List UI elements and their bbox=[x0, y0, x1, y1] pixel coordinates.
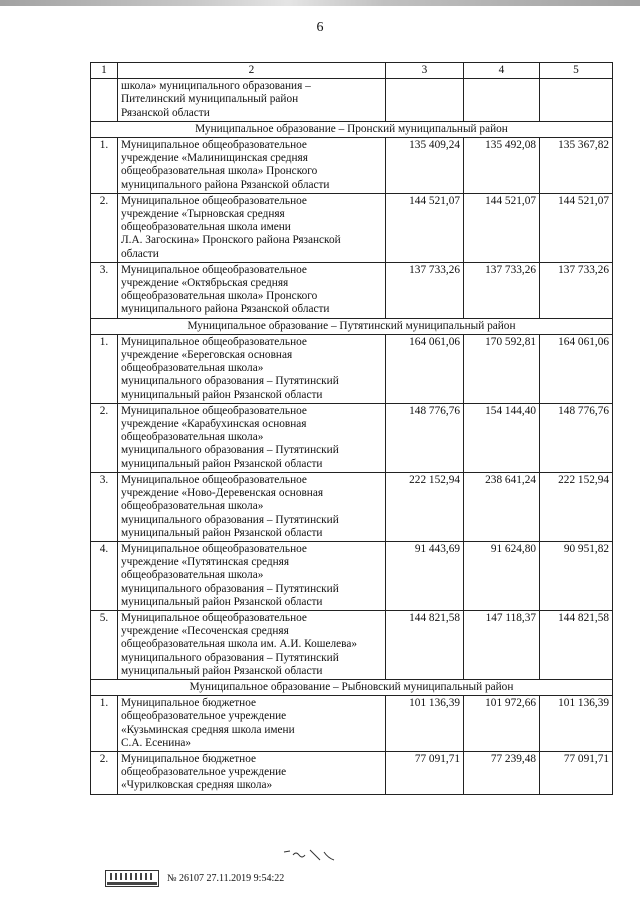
institution-name: Муниципальное бюджетное общеобразовательное учреждение «Кузьминская средняя школа имени С.А. Есенина» bbox=[118, 696, 386, 752]
value-col5: 137 733,26 bbox=[540, 262, 613, 318]
government-building-icon bbox=[105, 870, 159, 887]
section-header-row bbox=[91, 318, 613, 334]
section-title: Муниципальное образование – Путятинский муниципальный район bbox=[91, 318, 613, 334]
institution-name: Муниципальное общеобразовательное учреждение «Песоченская средняя общеобразовательная школа им. А.И. Кошелева» муниципального образования – Путятинский муниципальный район Рязанской области bbox=[118, 610, 386, 679]
row-number: 2. bbox=[91, 193, 118, 262]
value-col5: 77 091,71 bbox=[540, 751, 613, 794]
row-number: 3. bbox=[91, 472, 118, 541]
table-row bbox=[91, 696, 613, 752]
section-header-row bbox=[91, 679, 613, 695]
header-cell: 4 bbox=[464, 63, 540, 79]
value-col5: 101 136,39 bbox=[540, 696, 613, 752]
page-number: 6 bbox=[316, 20, 324, 35]
header-cell: 5 bbox=[540, 63, 613, 79]
row-number: 1. bbox=[91, 334, 118, 403]
value-col4: 135 492,08 bbox=[464, 138, 540, 194]
section-title: Муниципальное образование – Пронский муниципальный район bbox=[91, 121, 613, 137]
table-row bbox=[91, 193, 613, 262]
value-col3: 164 061,06 bbox=[386, 334, 464, 403]
institution-name: Муниципальное общеобразовательное учреждение «Ново-Деревенская основная общеобразовательная школа» муниципального образования – Путятинский муниципальный район Рязанской области bbox=[118, 472, 386, 541]
row-number: 4. bbox=[91, 541, 118, 610]
value-col5: 144 821,58 bbox=[540, 610, 613, 679]
institution-name: Муниципальное общеобразовательное учреждение «Береговская основная общеобразовательная школа» муниципального образования – Путятинский муниципальный район Рязанской области bbox=[118, 334, 386, 403]
value-col4: 101 972,66 bbox=[464, 696, 540, 752]
table-header-row bbox=[91, 63, 613, 79]
table-row bbox=[91, 262, 613, 318]
table-row bbox=[91, 334, 613, 403]
institution-name: Муниципальное общеобразовательное учреждение «Октябрьская средняя общеобразовательная школа» Пронского муниципального района Рязанской области bbox=[118, 262, 386, 318]
value-col4: 147 118,37 bbox=[464, 610, 540, 679]
continuation-text: школа» муниципального образования – Пителинский муниципальный район Рязанской области bbox=[118, 79, 386, 122]
value-col4: 170 592,81 bbox=[464, 334, 540, 403]
continuation-row bbox=[91, 79, 613, 122]
row-number: 2. bbox=[91, 751, 118, 794]
value-col4: 77 239,48 bbox=[464, 751, 540, 794]
institution-name: Муниципальное общеобразовательное учреждение «Малинищинская средняя общеобразовательная школа» Пронского муниципального района Рязанской области bbox=[118, 138, 386, 194]
document-footer bbox=[105, 868, 284, 888]
value-col5: 144 521,07 bbox=[540, 193, 613, 262]
value-col3: 148 776,76 bbox=[386, 403, 464, 472]
institution-name: Муниципальное бюджетное общеобразовательное учреждение «Чурилковская средняя школа» bbox=[118, 751, 386, 794]
value-col5: 222 152,94 bbox=[540, 472, 613, 541]
value-col4: 238 641,24 bbox=[464, 472, 540, 541]
registration-number: № 26107 27.11.2019 9:54:22 bbox=[167, 872, 285, 884]
header-cell: 3 bbox=[386, 63, 464, 79]
table-row bbox=[91, 403, 613, 472]
value-col5: 148 776,76 bbox=[540, 403, 613, 472]
value-col3: 144 521,07 bbox=[386, 193, 464, 262]
section-header-row bbox=[91, 121, 613, 137]
table-row bbox=[91, 472, 613, 541]
header-cell: 1 bbox=[91, 63, 118, 79]
value-col5: 135 367,82 bbox=[540, 138, 613, 194]
table-row bbox=[91, 138, 613, 194]
institution-name: Муниципальное общеобразовательное учреждение «Путятинская средняя общеобразовательная школа» муниципального образования – Путятинский муниципальный район Рязанской области bbox=[118, 541, 386, 610]
value-col3: 137 733,26 bbox=[386, 262, 464, 318]
table-row bbox=[91, 610, 613, 679]
value-col5: 90 951,82 bbox=[540, 541, 613, 610]
scan-edge bbox=[0, 0, 640, 6]
value-col4: 144 521,07 bbox=[464, 193, 540, 262]
row-number: 2. bbox=[91, 403, 118, 472]
value-col4: 91 624,80 bbox=[464, 541, 540, 610]
signature-scribble bbox=[280, 846, 340, 866]
value-col3: 144 821,58 bbox=[386, 610, 464, 679]
value-col4: 154 144,40 bbox=[464, 403, 540, 472]
allocation-table bbox=[90, 62, 613, 795]
header-cell: 2 bbox=[118, 63, 386, 79]
table-row bbox=[91, 751, 613, 794]
row-number: 1. bbox=[91, 138, 118, 194]
row-number: 5. bbox=[91, 610, 118, 679]
value-col3: 222 152,94 bbox=[386, 472, 464, 541]
value-col5: 164 061,06 bbox=[540, 334, 613, 403]
institution-name: Муниципальное общеобразовательное учреждение «Карабухинская основная общеобразовательная школа» муниципального образования – Путятинский муниципальный район Рязанской области bbox=[118, 403, 386, 472]
value-col3: 77 091,71 bbox=[386, 751, 464, 794]
section-title: Муниципальное образование – Рыбновский муниципальный район bbox=[91, 679, 613, 695]
institution-name: Муниципальное общеобразовательное учреждение «Тырновская средняя общеобразовательная школа имени Л.А. Загоскина» Пронского района Рязанской области bbox=[118, 193, 386, 262]
value-col3: 91 443,69 bbox=[386, 541, 464, 610]
row-number: 3. bbox=[91, 262, 118, 318]
table-row bbox=[91, 541, 613, 610]
row-number: 1. bbox=[91, 696, 118, 752]
value-col3: 135 409,24 bbox=[386, 138, 464, 194]
value-col4: 137 733,26 bbox=[464, 262, 540, 318]
value-col3: 101 136,39 bbox=[386, 696, 464, 752]
